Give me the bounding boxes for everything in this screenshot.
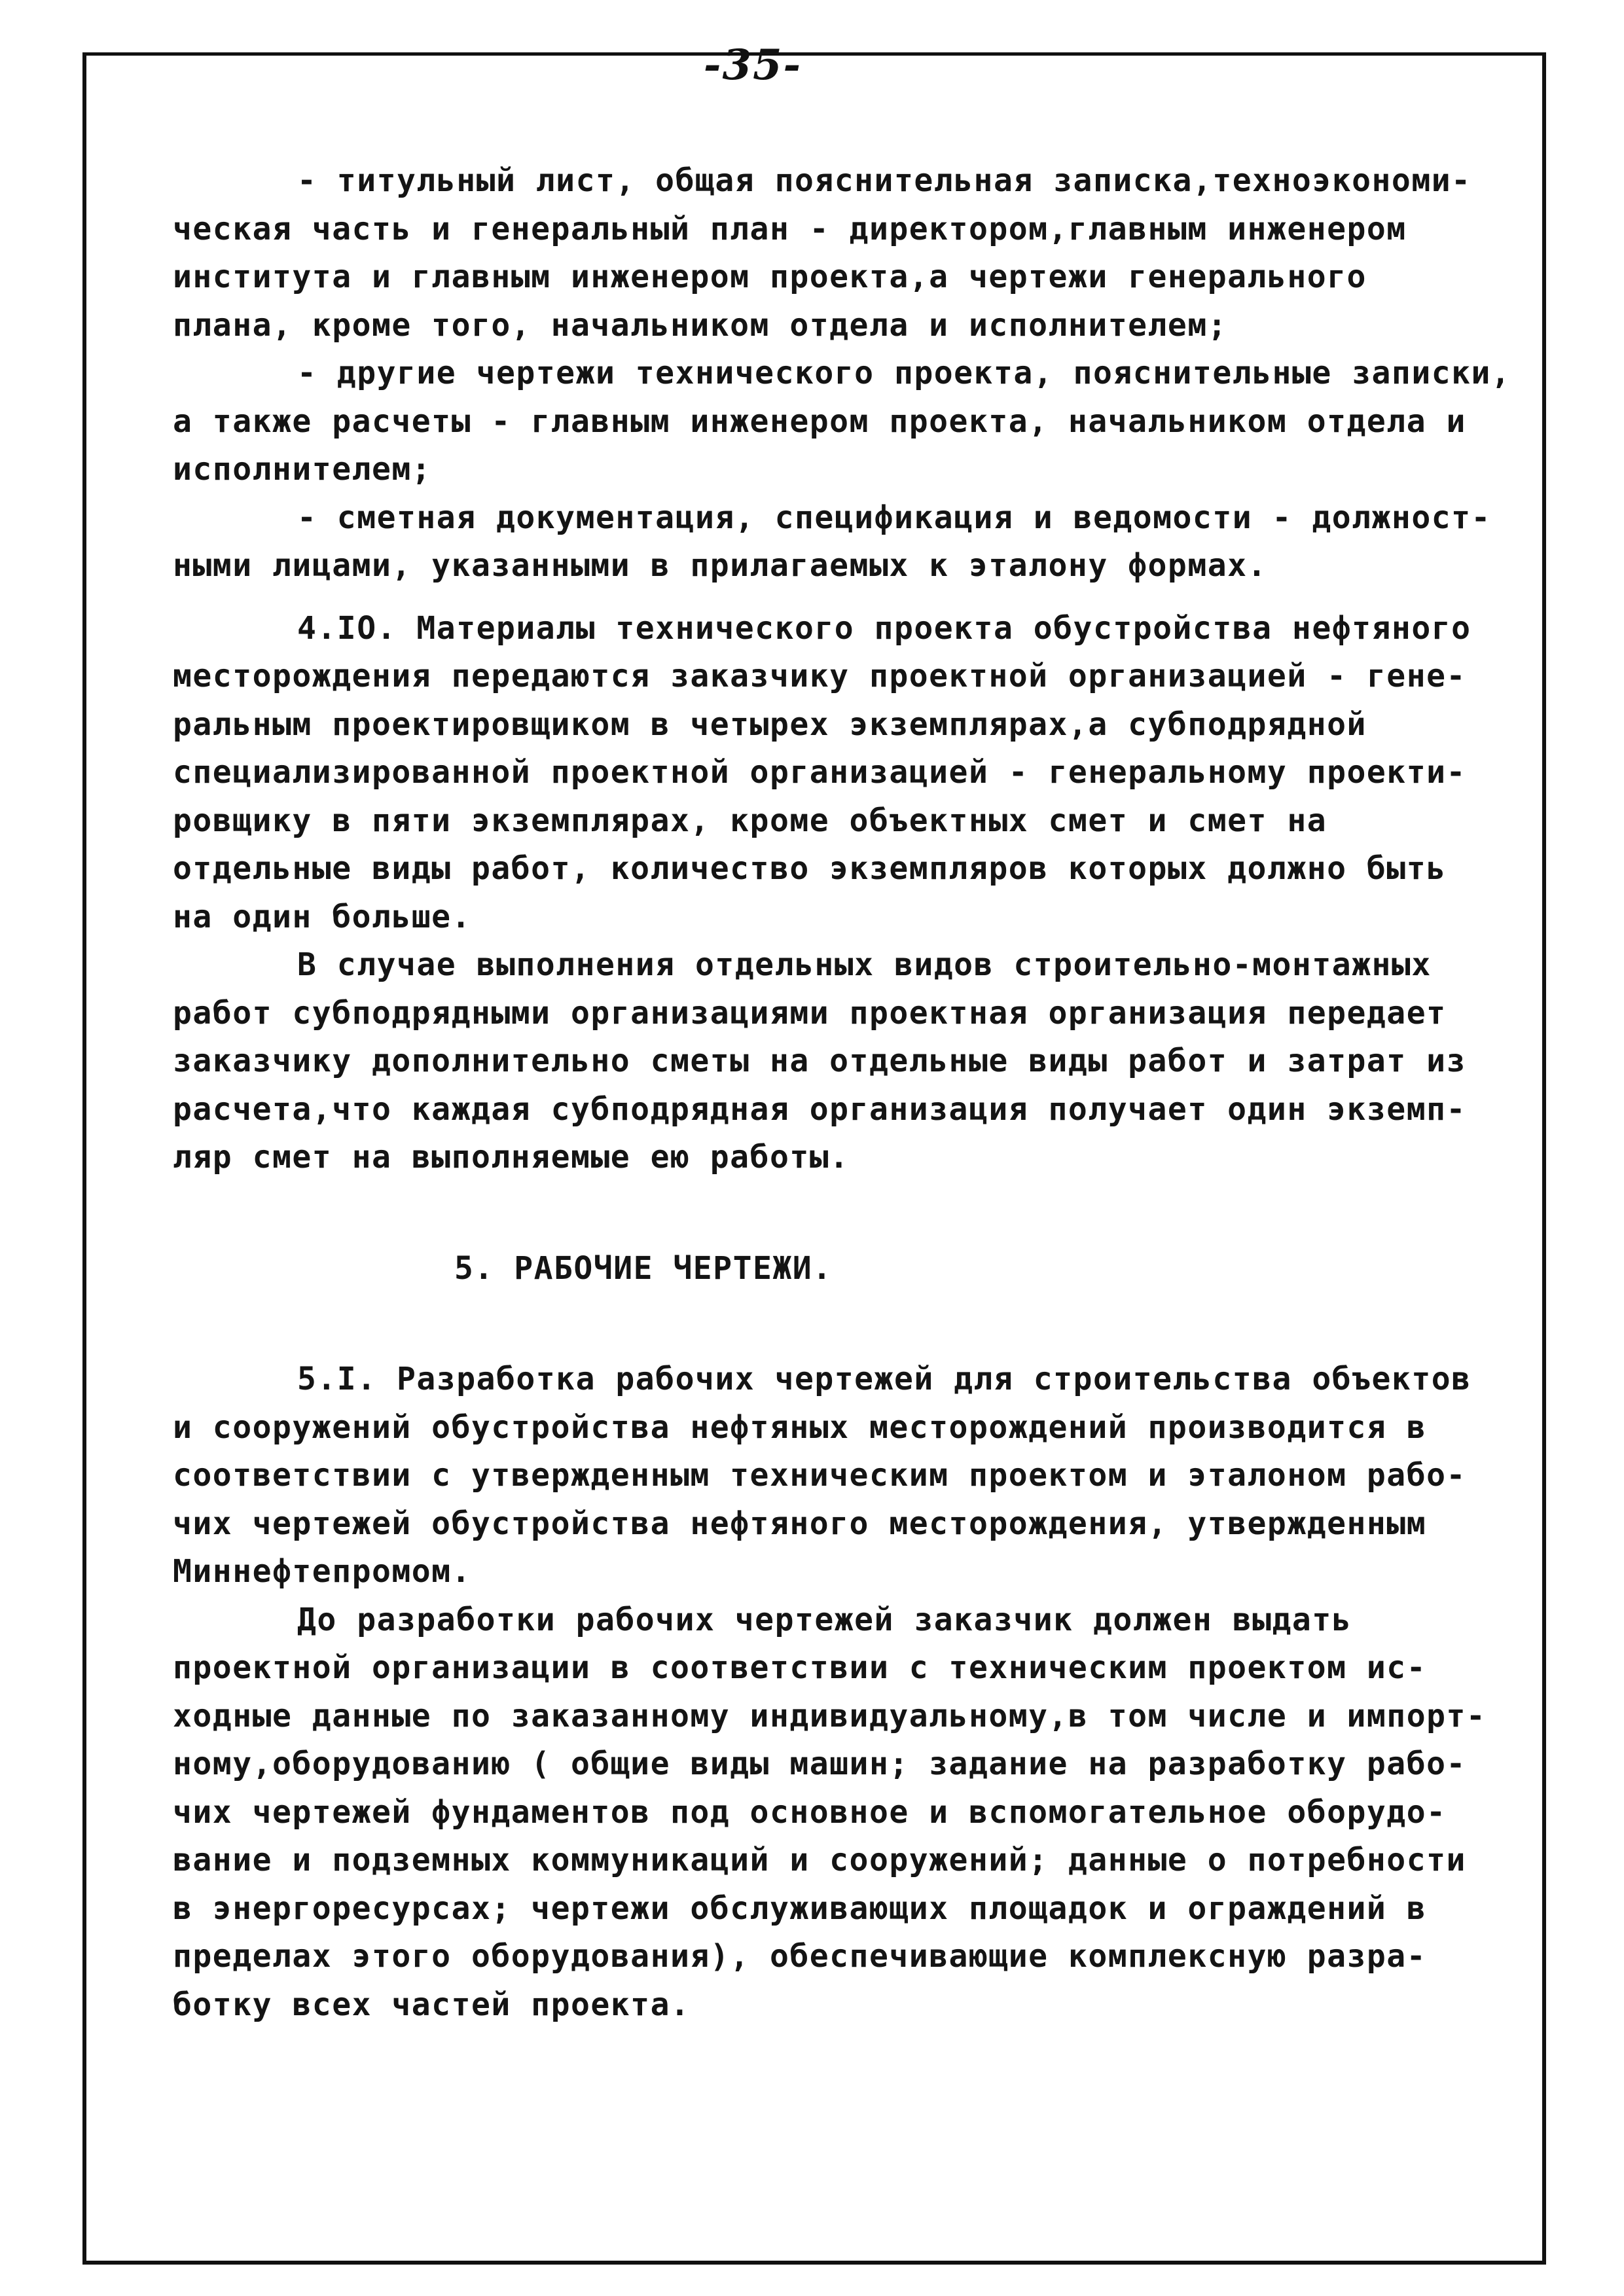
text-line: пределах этого оборудования), обеспечивающие комплексную разра-	[173, 1938, 1427, 1975]
text-line: расчета,что каждая субподрядная организация получает один экземп-	[173, 1090, 1466, 1128]
text-line: отдельные виды работ, количество экземпляров которых должно быть	[173, 850, 1447, 887]
text-line: вание и подземных коммуникаций и сооружений; данные о потребности	[173, 1842, 1466, 1878]
text-line: - другие чертежи технического проекта, пояснительные записки,	[297, 355, 1511, 391]
text-line: 4.IO. Материалы технического проекта обустройства нефтяного	[297, 609, 1471, 647]
text-line: 5.I. Разработка рабочих чертежей для строительства объектов	[297, 1361, 1471, 1397]
text-line: месторождения передаются заказчику проектной организацией - гене-	[173, 658, 1466, 694]
text-line: ческая часть и генеральный план - директором,главным инженером	[173, 210, 1407, 247]
text-line: ровщику в пяти экземплярах, кроме объектных смет и смет на	[173, 802, 1327, 839]
text-line: работ субподрядными организациями проектная организация передает	[173, 994, 1447, 1031]
text-line: ходные данные по заказанному индивидуальному,в том числе и импорт-	[173, 1697, 1487, 1734]
text-line: и сооружений обустройства нефтяных месторождений производится в	[173, 1408, 1427, 1446]
text-line: исполнителем;	[173, 451, 432, 488]
paragraph-initial-data	[173, 1596, 1521, 2030]
text-line: заказчику дополнительно сметы на отдельные виды работ и затрат из	[173, 1043, 1466, 1079]
text-line: - сметная документация, спецификация и ведомости - должност-	[297, 499, 1491, 536]
document-body	[173, 157, 1521, 2029]
text-line: чих чертежей фундаментов под основное и вспомогательное оборудо-	[173, 1793, 1447, 1831]
text-line: специализированной проектной организацией - генеральному проекти-	[173, 754, 1466, 791]
text-line: а также расчеты - главным инженером проекта, начальником отдела и	[173, 403, 1466, 440]
text-line: ляр смет на выполняемые ею работы.	[173, 1139, 850, 1175]
text-line: До разработки рабочих чертежей заказчик должен выдать	[297, 1601, 1352, 1638]
text-line: в энергоресурсах; чертежи обслуживающих площадок и ограждений в	[173, 1890, 1427, 1927]
text-line: - титульный лист, общая пояснительная записка,техноэкономи-	[297, 162, 1471, 199]
text-line: ному,оборудованию ( общие виды машин; задание на разработку рабо-	[173, 1746, 1466, 1782]
text-line: проектной организации в соответствии с техническим проектом ис-	[173, 1649, 1427, 1686]
list-item	[173, 494, 1521, 590]
section-heading: 5. РАБОЧИЕ ЧЕРТЕЖИ.	[454, 1249, 833, 1287]
list-item	[173, 350, 1521, 494]
text-line: ральным проектировщиком в четырех экземплярах,а субподрядной	[173, 706, 1367, 743]
text-line: ботку всех частей проекта.	[173, 1986, 691, 2023]
list-item	[173, 157, 1521, 350]
text-line: Миннефтепромом.	[173, 1553, 471, 1590]
text-line: ными лицами, указанными в прилагаемых к эталону формах.	[173, 547, 1267, 584]
text-line: чих чертежей обустройства нефтяного месторождения, утвержденным	[173, 1505, 1427, 1542]
page-number: -35-	[703, 41, 803, 90]
paragraph-4-10	[173, 605, 1521, 942]
text-line: В случае выполнения отдельных видов строительно-монтажных	[297, 946, 1432, 983]
paragraph-5-1	[173, 1355, 1521, 1596]
text-line: на один больше.	[173, 898, 471, 935]
text-line: плана, кроме того, начальником отдела и исполнителем;	[173, 306, 1228, 344]
paragraph-subcontract	[173, 941, 1521, 1182]
text-line: института и главным инженером проекта,а чертежи генерального	[173, 259, 1367, 295]
text-line: соответствии с утвержденным техническим проектом и эталоном рабо-	[173, 1457, 1466, 1494]
